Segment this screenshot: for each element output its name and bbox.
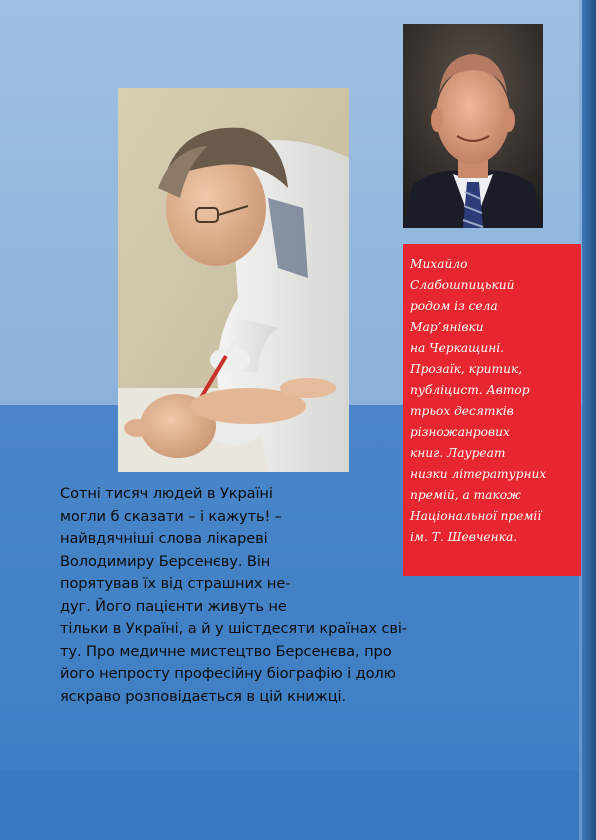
doctor-infant-photo: [118, 88, 349, 472]
author-portrait-photo: [403, 24, 543, 228]
doctor-infant-illustration: [118, 88, 349, 472]
book-spine: [582, 0, 596, 840]
author-bio-text: Михайло Слабошпицький родом із села Мар’янівки на Черкащині. Прозаїк, критик, публіцист. Автор трьох десятків різножанрових книг. Лауреат низки літературних премій, а також Національної премії ім. Т. Шевченка.: [410, 257, 547, 544]
book-description: Сотні тисяч людей в Україні могли б сказати – і кажуть! – найвдячніші слова лікареві Володимиру Берсенєву. Він порятував їх від страшних не- дуг. Його пацієнти живуть не тільки в Україні, а й у шістдесяти країнах сві- ту. Про медичне мистецтво Берсенєва, про його непросту професійну біографію і долю яскраво розповідається в цій книжці.: [60, 485, 407, 705]
author-portrait-illustration: [403, 24, 543, 228]
background-bottom-band: [0, 770, 582, 840]
